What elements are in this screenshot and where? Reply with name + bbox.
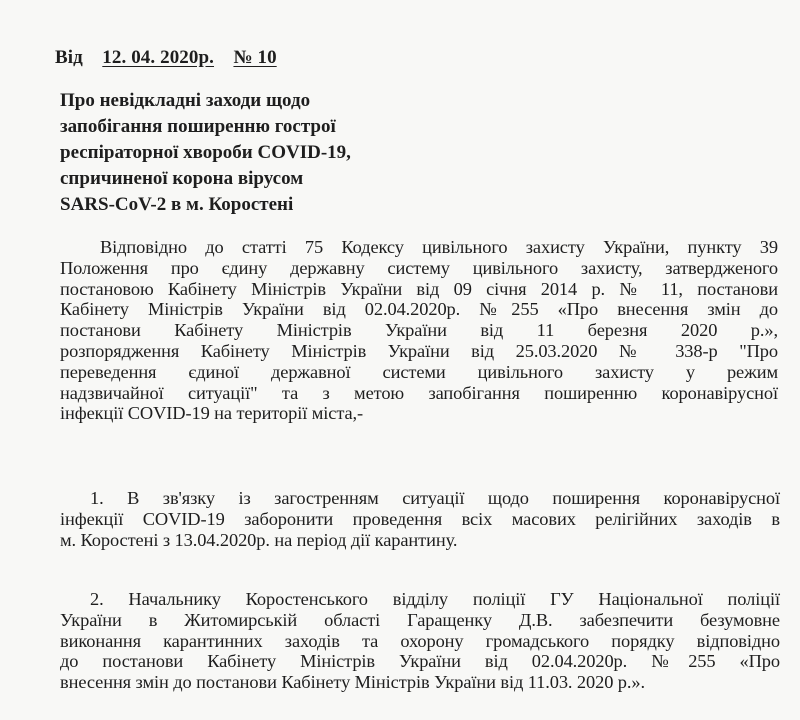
text-line: 2. Начальнику Коростенського відділу поліції ГУ Національної поліції xyxy=(90,589,780,609)
intro-paragraph xyxy=(60,237,778,424)
text-line: Кабінету Міністрів України від 02.04.2020р. №255 «Про внесення змін до xyxy=(60,299,778,320)
text-line: України в Житомирській області Гаращенку Д.В. забезпечити безумовне xyxy=(60,609,780,630)
header-number: № 10 xyxy=(233,47,277,68)
text-line: постановою Кабінету Міністрів України від 09 січня 2014 р. № 11, постанови xyxy=(60,278,778,299)
title-line: спричиненої корона вірусом xyxy=(60,168,304,189)
text-line: надзвичайної ситуації" та з метою запобігання поширенню коронавірусної xyxy=(60,382,778,403)
text-line: виконання карантинних заходів та охорону громадського порядку відповідно xyxy=(60,630,780,651)
text-line: постанови Кабінету Міністрів України від 11 березня 2020 р.», xyxy=(60,320,778,341)
title-line: запобігання поширенню гострої xyxy=(60,116,336,137)
header-label: Від xyxy=(55,47,83,68)
text-line: 1. В зв'язку із загостренням ситуації щодо поширення коронавірусної xyxy=(90,488,780,508)
text-line: Відповідно до статті 75 Кодексу цивільного захисту України, пункту 39 xyxy=(100,237,778,257)
title-line: Про невідкладні заходи щодо xyxy=(60,90,311,111)
text-line: внесення змін до постанови Кабінету Міністрів України від 11.03. 2020 р.». xyxy=(60,672,645,693)
title-line: респіраторної хвороби COVID-19, xyxy=(60,142,351,163)
document-header xyxy=(55,47,277,69)
text-line: переведення єдиної державної системи цивільного захисту у режим xyxy=(60,361,778,382)
text-line: інфекції COVID-19 на території міста,- xyxy=(60,403,364,424)
item-2-paragraph xyxy=(60,589,780,693)
text-line: розпорядження Кабінету Міністрів України від 25.03.2020 № 338-р "Про xyxy=(60,340,778,361)
document-title xyxy=(60,88,400,218)
title-line: SARS-CoV-2 в м. Коростені xyxy=(60,194,294,215)
text-line: Положення про єдину державну систему цивільного захисту, затвердженого xyxy=(60,257,778,278)
text-line: інфекції COVID-19 заборонити проведення всіх масових релігійних заходів в xyxy=(60,508,780,529)
header-date: 12. 04. 2020р. xyxy=(102,47,215,68)
item-1-paragraph xyxy=(60,488,780,550)
text-line: м. Коростені з 13.04.2020р. на період дії карантину. xyxy=(60,529,458,550)
text-line: до постанови Кабінету Міністрів України від 02.04.2020р. №255 «Про xyxy=(60,651,780,672)
